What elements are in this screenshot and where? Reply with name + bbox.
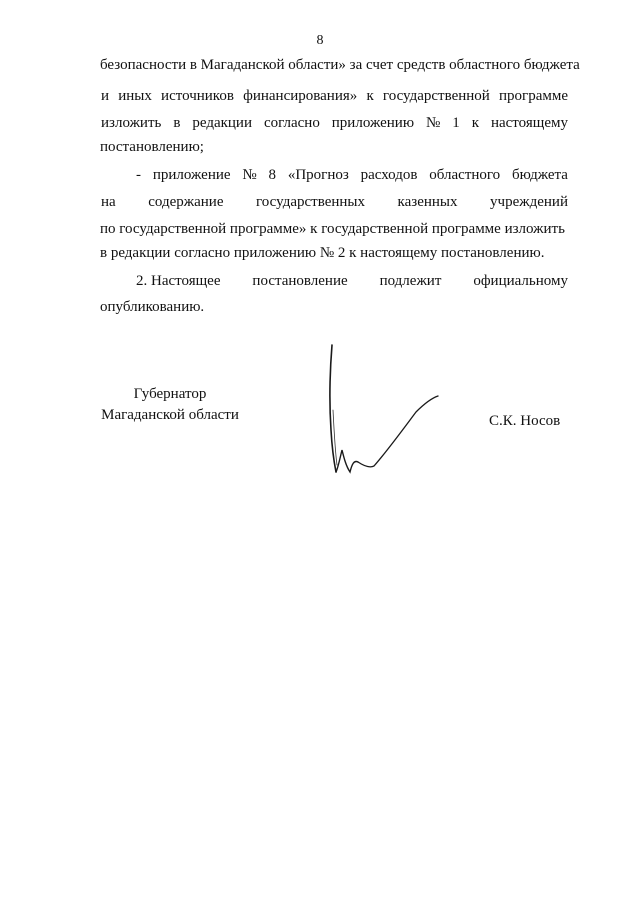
word: приложение [152,167,231,183]
word: к [366,88,374,104]
signatory-position-line-2: Магаданской области [101,407,239,423]
word: к [471,115,480,131]
word: и [101,88,110,104]
handwritten-signature [316,340,456,490]
paragraph-1-line-1: безопасности в Магаданской области» за счет средств областного бюджета [100,57,580,73]
word: учреждений [490,194,568,210]
page-number: 8 [316,33,324,48]
paragraph-2-line-3: по государственной программе» к государственной программе изложить [100,221,565,237]
word: иных [118,88,152,104]
paragraph-1-line-2 [101,87,568,105]
word: в [173,115,181,131]
word: - [136,167,141,183]
word: редакции [192,115,252,131]
paragraph-1-line-3 [101,114,568,132]
word: казенных [397,194,458,210]
paragraph-1-line-4: постановлению; [100,139,204,155]
word: 1 [452,115,460,131]
paragraph-3-line-1 [136,272,568,290]
word: 8 [268,167,276,183]
paragraph-2-line-1 [136,166,568,184]
word: на [101,194,116,210]
word: приложению [331,115,415,131]
word: «Прогноз [287,167,349,183]
word: постановление [252,273,348,289]
word: областного [429,167,501,183]
paragraph-2-line-4: в редакции согласно приложению № 2 к настоящему постановлению. [100,245,545,261]
signatory-position-line-1: Губернатор [133,386,207,402]
word: изложить [101,115,162,131]
word: источников [161,88,234,104]
word: содержание [148,194,224,210]
word: расходов [360,167,418,183]
word: настоящему [490,115,568,131]
word: финансирования» [243,88,358,104]
word: № [426,115,441,131]
word: 2. Настоящее [136,273,221,289]
word: государственной [382,88,490,104]
word: официальному [473,273,568,289]
word: бюджета [512,167,568,183]
word: № [242,167,257,183]
signatory-name: С.К. Носов [489,413,561,429]
word: подлежит [379,273,442,289]
paragraph-3-line-2: опубликованию. [100,299,205,315]
word: государственных [256,194,365,210]
paragraph-2-line-2 [101,193,568,211]
word: согласно [263,115,320,131]
word: программе [499,88,568,104]
